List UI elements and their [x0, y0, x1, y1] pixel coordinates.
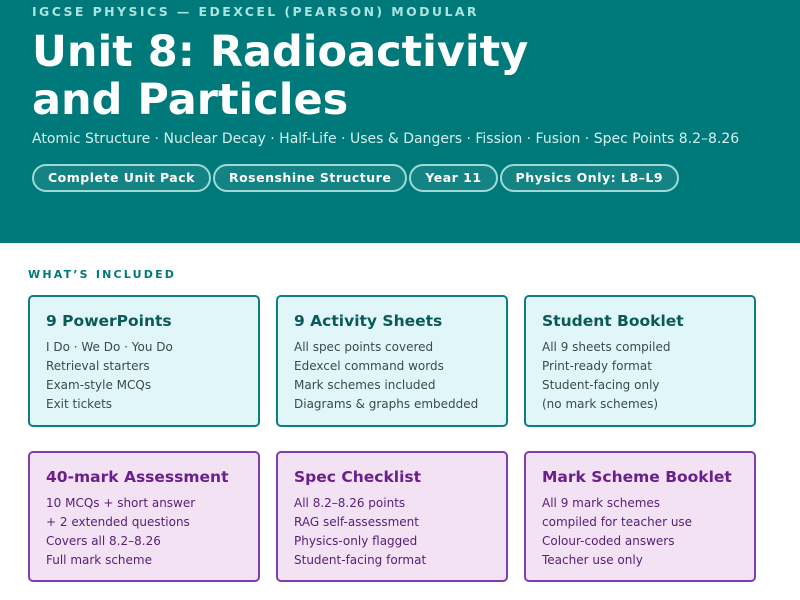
- card-line: Student-facing only: [542, 378, 660, 392]
- card-line: Exit tickets: [46, 397, 113, 411]
- topics-subtitle: Atomic Structure · Nuclear Decay · Half-Life · Uses & Dangers · Fission · Fusion · Spec Points 8.2–8.26: [32, 131, 740, 147]
- card-line: (no mark schemes): [542, 397, 659, 411]
- card-line: Teacher use only: [542, 553, 643, 567]
- card-line: compiled for teacher use: [542, 515, 693, 529]
- card-title: Student Booklet: [542, 312, 684, 330]
- card-line: Diagrams & graphs embedded: [294, 397, 479, 411]
- course-eyebrow: IGCSE PHYSICS — EDEXCEL (PEARSON) MODULAR: [32, 4, 479, 19]
- card-line: I Do · We Do · You Do: [46, 340, 173, 354]
- card-student-booklet: [524, 295, 756, 427]
- card-line: Retrieval starters: [46, 359, 150, 373]
- card-activity-sheets: [276, 295, 508, 427]
- tag-list: [32, 164, 768, 192]
- section-label-whats-included: WHAT’S INCLUDED: [28, 268, 177, 281]
- card-line: Full mark scheme: [46, 553, 152, 567]
- page-title: [32, 28, 768, 124]
- card-assessment: [28, 451, 260, 582]
- tag-physics-only: Physics Only: L8–L9: [500, 164, 680, 192]
- tag-rosenshine-structure: Rosenshine Structure: [213, 164, 407, 192]
- tag-year-11: Year 11: [409, 164, 497, 192]
- card-line: Physics-only flagged: [294, 534, 418, 548]
- card-line: RAG self-assessment: [294, 515, 419, 529]
- card-line: All 9 mark schemes: [542, 496, 661, 510]
- card-title: 9 PowerPoints: [46, 312, 172, 330]
- card-line: + 2 extended questions: [46, 515, 190, 529]
- card-title: Mark Scheme Booklet: [542, 468, 732, 486]
- card-powerpoints: [28, 295, 260, 427]
- card-line: Colour-coded answers: [542, 534, 675, 548]
- card-spec-checklist: [276, 451, 508, 582]
- included-items-grid: [28, 295, 756, 582]
- card-title: 9 Activity Sheets: [294, 312, 443, 330]
- card-line: Exam-style MCQs: [46, 378, 152, 392]
- card-line: Mark schemes included: [294, 378, 436, 392]
- title-line-1: Unit 8: Radioactivity: [32, 27, 529, 77]
- title-line-2: and Particles: [32, 75, 349, 125]
- card-line: Student-facing format: [294, 553, 427, 567]
- card-line: 10 MCQs + short answer: [46, 496, 196, 510]
- card-title: 40-mark Assessment: [46, 468, 229, 486]
- card-line: Covers all 8.2–8.26: [46, 534, 161, 548]
- hero-header: [0, 0, 800, 243]
- tag-complete-unit-pack: Complete Unit Pack: [32, 164, 211, 192]
- card-title: Spec Checklist: [294, 468, 422, 486]
- card-line: Print-ready format: [542, 359, 652, 373]
- card-line: All spec points covered: [294, 340, 434, 354]
- card-line: All 9 sheets compiled: [542, 340, 671, 354]
- card-line: Edexcel command words: [294, 359, 444, 373]
- card-line: All 8.2–8.26 points: [294, 496, 406, 510]
- card-mark-scheme-booklet: [524, 451, 756, 582]
